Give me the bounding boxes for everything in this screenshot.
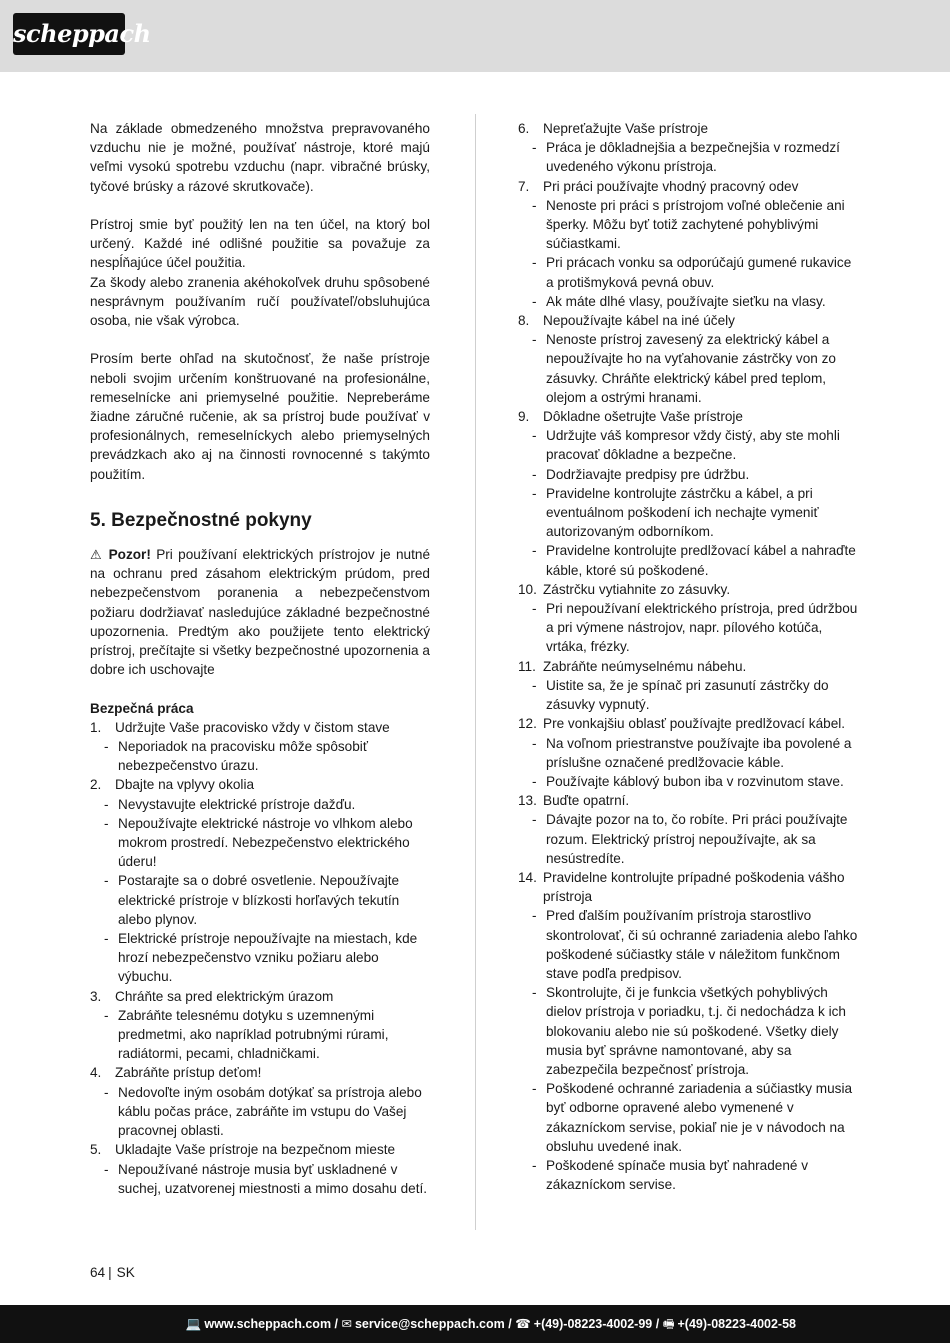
safety-item: [518, 657, 860, 676]
bullet-dash: -: [104, 815, 109, 831]
bullet-dash: -: [104, 1084, 109, 1100]
liability-paragraph: Za škody alebo zranenia akéhokoľvek druhu spôsobené nesprávnym používaním ručí používateľ/obsluhujúca osoba, nie však výrobca.: [90, 274, 430, 329]
item-title: Zabráňte prístup deťom!: [115, 1065, 262, 1081]
intro-paragraph: Na základe obmedzeného množstva prepravovaného vzduchu nie je možné, používať nástroje, ktoré majú veľmi vysokú spotrebu vzduchu (napr. vibračné brúsky, tyčové brúsky a rázové skrutkovače).: [90, 121, 430, 194]
subitem-text: Poškodené spínače musia byť nahradené v zákazníckom servise.: [546, 1157, 809, 1193]
subitem-text: Nepoužívajte elektrické nástroje vo vlhkom alebo mokrom prostredí. Nebezpečenstvo elektrického úderu!: [118, 815, 413, 870]
subitem-text: Uistite sa, že je spínač pri zasunutí zástrčky do zásuvky vypnutý.: [546, 677, 829, 713]
item-title: Pre vonkajšiu oblasť používajte predlžovací kábel.: [543, 716, 846, 732]
subitem-text: Nenoste prístroj zavesený za elektrický kábel a nepoužívajte ho na vyťahovanie zástrčky von zo zásuvky. Chráňte elektrický kábel pred teplom, olejom a ostrými hranami.: [546, 332, 836, 405]
safety-subitem: [518, 292, 860, 311]
bullet-dash: -: [532, 197, 537, 213]
safety-list-right: [518, 119, 860, 1194]
safety-subitem: [518, 1079, 860, 1156]
subitem-text: Používajte káblový bubon iba v rozvinutom stave.: [546, 773, 844, 789]
bullet-dash: -: [532, 332, 537, 348]
safety-subitem: [90, 871, 430, 929]
item-title: Dbajte na vplyvy okolia: [115, 777, 255, 793]
bullet-dash: -: [532, 428, 537, 444]
subitem-text: Na voľnom priestranstve používajte iba povolené a príslušne označené predlžovacie káble.: [546, 735, 852, 770]
safety-item: [518, 714, 860, 733]
subitem-text: Poškodené ochranné zariadenia a súčiastky musia byť odborne opravené alebo vymenené v zákazníckom servise, pokiaľ nie je v návodoch na obsluhu uvedené inak.: [546, 1081, 853, 1154]
item-number: 9.: [518, 409, 530, 425]
bullet-dash: -: [532, 1157, 537, 1173]
subitem-text: Pri nepoužívaní elektrického prístroja, pred údržbou a pri výmene nástrojov, napr. pílového kotúča, vrtáka, frézky.: [546, 601, 858, 655]
item-number: 2.: [90, 777, 102, 793]
item-title: Buďte opatrní.: [543, 793, 630, 809]
safety-item: [90, 1063, 430, 1082]
subitem-text: Nevystavujte elektrické prístroje dažďu.: [118, 796, 356, 812]
bullet-dash: -: [532, 773, 537, 789]
item-number: 4.: [90, 1065, 102, 1081]
subitem-text: Nedovoľte iným osobám dotýkať sa prístroja alebo káblu počas práce, zabráňte im vstupu do Vašej pracovnej oblasti.: [118, 1084, 422, 1139]
bullet-dash: -: [104, 739, 109, 755]
subitem-text: Pravidelne kontrolujte zástrčku a kábel, a pri eventuálnom poškodení ich nechajte vymeniť autorizovaným odborníkom.: [546, 485, 819, 540]
fax-icon: 🖷: [662, 1317, 675, 1331]
page-footer-number: 64 | SK: [90, 1265, 135, 1280]
item-title: Chráňte sa pred elektrickým úrazom: [115, 988, 334, 1004]
item-title: Nepoužívajte kábel na iné účely: [543, 313, 735, 329]
safety-subitem: [518, 426, 860, 464]
item-title: Pri práci používajte vhodný pracovný odev: [543, 178, 799, 194]
safety-subitem: [518, 906, 860, 983]
safety-subitem: [90, 814, 430, 872]
item-number: 12.: [518, 716, 537, 732]
safety-list-left: [90, 718, 430, 1198]
left-column: [90, 119, 430, 1198]
intended-use-paragraph: Prístroj smie byť použitý len na ten účel, na ktorý bol určený. Každé iné odlišné použitie sa považuje za nespĺňajúce účel použitia.: [90, 217, 430, 271]
mail-icon: ✉: [341, 1317, 352, 1331]
safety-subitem: [518, 196, 860, 254]
item-number: 6.: [518, 121, 530, 136]
item-number: 14.: [518, 869, 537, 885]
safety-item: [90, 987, 430, 1006]
warning-label: Pozor!: [108, 547, 151, 563]
safety-item: [518, 580, 860, 599]
item-number: 5.: [90, 1142, 102, 1158]
bullet-dash: -: [532, 735, 537, 751]
subitem-text: Pri prácach vonku sa odporúčajú gumené rukavice a protišmyková pevná obuv.: [546, 255, 852, 290]
safety-item: [518, 407, 860, 426]
safety-subitem: [518, 734, 860, 772]
safety-item: [518, 868, 860, 906]
page-number: 64: [90, 1265, 106, 1280]
warning-paragraph: [90, 545, 430, 679]
item-title: Zástrčku vytiahnite zo zásuvky.: [543, 581, 731, 597]
subitem-text: Pred ďalším používaním prístroja starostlivo skontrolovať, či sú ochranné zariadenia alebo ľahko poškodené súčiastky stále v náležitom funkčnom stave podľa predpisov.: [546, 908, 858, 981]
column-divider: [475, 114, 476, 1230]
subitem-text: Elektrické prístroje nepoužívajte na miestach, kde hrozí nebezpečenstvo vzniku požiaru alebo výbuchu.: [118, 931, 418, 985]
warning-triangle-icon: ⚠: [90, 547, 104, 563]
subitem-text: Ak máte dlhé vlasy, používajte sieťku na vlasy.: [546, 293, 826, 309]
item-number: 3.: [90, 988, 102, 1004]
subitem-text: Postarajte sa o dobré osvetlenie. Nepoužívajte elektrické prístroje v blízkosti horľavých tekutín alebo plynov.: [118, 873, 400, 927]
subitem-text: Pravidelne kontrolujte predlžovací kábel a nahraďte káble, ktoré sú poškodené.: [546, 543, 856, 578]
safety-subitem: [518, 599, 860, 657]
bullet-dash: -: [104, 873, 109, 889]
bullet-dash: -: [532, 466, 537, 482]
professional-use-paragraph: Prosím berte ohľad na skutočnosť, že naše prístroje neboli svojim určením konštruované na profesionálne, remeselnícke ani priemyselné použitie. Nepreberáme žiadne záručné ručenie, ak sa prístroj bude používať v profesionálnych, remeselníckych alebo priemyselných prevádzkach ako aj na činnosti rovnocenné s takýmto použitím.: [90, 351, 430, 482]
safety-subitem: [518, 983, 860, 1079]
bullet-dash: -: [532, 677, 537, 693]
safety-subitem: [90, 1006, 430, 1064]
safety-item: [90, 718, 430, 737]
section-heading: 5. Bezpečnostné pokyny: [90, 510, 312, 532]
bullet-dash: -: [532, 140, 537, 156]
contact-footer-bar: [0, 1305, 950, 1343]
safety-item: [518, 311, 860, 330]
safety-subitem: [90, 737, 430, 775]
item-number: 11.: [518, 658, 536, 674]
item-title: Pravidelne kontrolujte prípadné poškodenia vášho prístroja: [543, 869, 845, 905]
item-number: 7.: [518, 178, 530, 194]
footer-email: service@scheppach.com /: [354, 1317, 512, 1331]
subitem-text: Udržujte váš kompresor vždy čistý, aby ste mohli pracovať dôkladne a bezpečne.: [546, 428, 840, 463]
bullet-dash: -: [104, 931, 109, 947]
language-code: SK: [116, 1265, 135, 1280]
subitem-text: Dávajte pozor na to, čo robíte. Pri práci používajte rozum. Elektrický prístroj nepoužívajte, ak sa nesústredíte.: [546, 812, 848, 866]
subitem-text: Nepoužívané nástroje musia byť uskladnené v suchej, uzatvorenej miestnosti a mimo dosahu detí.: [118, 1161, 428, 1196]
safety-subitem: [518, 253, 860, 291]
item-number: 10.: [518, 581, 537, 597]
phone-icon: ☎: [515, 1317, 531, 1331]
safety-subitem: [518, 1156, 860, 1194]
bullet-dash: -: [532, 485, 537, 501]
bullet-dash: -: [532, 543, 537, 559]
item-title: Ukladajte Vaše prístroje na bezpečnom mieste: [115, 1142, 396, 1158]
bullet-dash: -: [104, 1007, 109, 1023]
item-title: Zabráňte neúmyselnému nábehu.: [543, 658, 747, 674]
safety-subitem: [518, 810, 860, 868]
right-column: [518, 119, 860, 1194]
scheppach-logo: scheppach: [13, 13, 125, 55]
bullet-dash: -: [532, 985, 537, 1001]
bullet-dash: -: [532, 293, 537, 309]
safety-item: [518, 119, 860, 138]
warning-text: Pri používaní elektrických prístrojov je nutné na ochranu pred zásahom elektrickým prúdom, pred nebezpečenstvom poranenia a nebezpečenstvom požiaru dodržiavať nasledujúce základné bezpečnostné upozornenia. Predtým ako použijete tento elektrický prístroj, prečítajte si všetky bezpečnostné upozornenia a dobre ich uschovajte: [90, 547, 431, 678]
safety-subitem: [90, 1083, 430, 1141]
safety-subitem: [518, 541, 860, 579]
safety-subitem: [518, 676, 860, 714]
safety-item: [90, 775, 430, 794]
item-number: 13.: [518, 793, 537, 809]
subitem-text: Práca je dôkladnejšia a bezpečnejšia v rozmedzí uvedeného výkonu prístroja.: [546, 140, 840, 175]
item-number: 8.: [518, 313, 530, 329]
subitem-text: Zabráňte telesnému dotyku s uzemnenými predmetmi, ako napríklad potrubnými rúrami, radiátormi, pecami, chladničkami.: [118, 1007, 389, 1062]
subitem-text: Skontrolujte, či je funkcia všetkých pohyblivých dielov prístroja v poriadku, t.j. či nedochádza k ich blokovaniu alebo nie sú poškodené. Všetky diely musia byť správne namontované, aby sa zabezpečila bezpečnosť prístroja.: [546, 985, 846, 1077]
safety-subitem: [518, 330, 860, 407]
footer-website: www.scheppach.com /: [204, 1317, 339, 1331]
bullet-dash: -: [532, 601, 537, 617]
bullet-dash: -: [532, 812, 537, 828]
safety-item: [90, 1140, 430, 1159]
item-number: 1.: [90, 719, 102, 735]
safety-item: [518, 177, 860, 196]
subitem-text: Neporiadok na pracovisku môže spôsobiť nebezpečenstvo úrazu.: [118, 739, 368, 774]
subitem-text: Dodržiavajte predpisy pre údržbu.: [546, 466, 750, 482]
subitem-text: Nenoste pri práci s prístrojom voľné oblečenie ani šperky. Môžu byť totiž zachytené pohyblivými súčiastkami.: [546, 197, 845, 252]
item-title: Udržujte Vaše pracovisko vždy v čistom stave: [115, 719, 390, 735]
safe-work-subheading: Bezpečná práca: [90, 700, 194, 716]
safety-item: [518, 791, 860, 810]
bullet-dash: -: [104, 796, 109, 812]
bullet-dash: -: [532, 908, 537, 924]
safety-subitem: [90, 795, 430, 814]
computer-icon: 💻: [185, 1317, 202, 1331]
safety-subitem: [518, 484, 860, 542]
bullet-dash: -: [532, 255, 537, 271]
item-title: Dôkladne ošetrujte Vaše prístroje: [543, 409, 743, 425]
footer-phone: +(49)-08223-4002-99 /: [533, 1317, 660, 1331]
safety-subitem: [90, 1160, 430, 1198]
item-title: Nepreťažujte Vaše prístroje: [543, 121, 709, 136]
page-header: [0, 0, 950, 72]
safety-subitem: [518, 138, 860, 176]
safety-subitem: [518, 465, 860, 484]
bullet-dash: -: [532, 1081, 537, 1097]
bullet-dash: -: [104, 1161, 109, 1177]
safety-subitem: [90, 929, 430, 987]
safety-subitem: [518, 772, 860, 791]
footer-fax: +(49)-08223-4002-58: [677, 1317, 796, 1331]
